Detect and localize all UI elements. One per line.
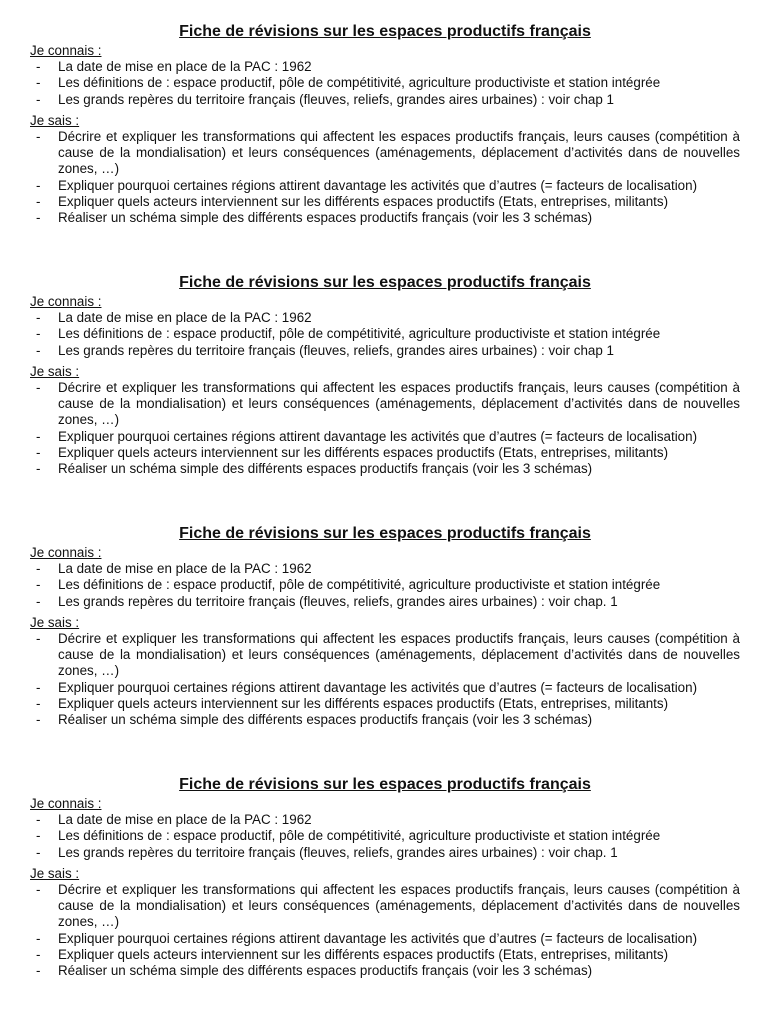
list-item-text: La date de mise en place de la PAC : 1962 [58,812,312,828]
je-sais-label: Je sais : [30,363,80,379]
bullet-dash: - [36,828,41,844]
bullet-dash: - [36,593,41,609]
list-item [30,129,740,178]
sheet-title: Fiche de révisions sur les espaces productifs français [179,23,591,40]
list-item-text: Les définitions de : espace productif, pôle de compétitivité, agriculture productiviste et station intégrée [58,828,661,844]
je-sais-list [30,380,740,477]
bullet-dash: - [36,577,41,593]
je-sais-list [30,882,740,979]
je-connais-label: Je connais : [30,796,102,811]
list-item-text: Les grands repères du territoire français (fleuves, reliefs, grandes aires urbaines) : voir chap 1 [58,342,614,358]
list-item [30,812,740,828]
revision-sheet [30,22,740,273]
bullet-dash: - [36,326,41,342]
bullet-dash: - [36,461,41,477]
list-item [30,594,740,610]
bullet-dash: - [36,75,41,91]
list-item-text: Décrire et expliquer les transformations qui affectent les espaces productifs français, leurs causes (compétition à cause de la mondialisation) et leurs conséquences (aménagements, déplacement d’activités dans de nouvelles zones, …) [58,631,740,679]
list-item [30,380,740,429]
list-item-text: Réaliser un schéma simple des différents espaces productifs français (voir les 3 schémas) [58,210,593,226]
bullet-dash: - [36,380,41,396]
list-item-text: Décrire et expliquer les transformations qui affectent les espaces productifs français, leurs causes (compétition à cause de la mondialisation) et leurs conséquences (aménagements, déplacement d’activités dans de nouvelles zones, …) [58,380,740,428]
je-sais-label: Je sais : [30,865,80,881]
list-item-text: Les grands repères du territoire français (fleuves, reliefs, grandes aires urbaines) : voir chap 1 [58,91,614,107]
je-connais-list [30,59,740,108]
bullet-dash: - [36,946,41,962]
list-item-text: Expliquer pourquoi certaines régions attirent davantage les activités que d’autres (= facteurs de localisation) [58,428,698,444]
list-item [30,882,740,931]
bullet-dash: - [36,695,41,711]
list-item [30,210,740,226]
bullet-dash: - [36,963,41,979]
bullet-dash: - [36,59,41,75]
list-item [30,194,740,210]
list-item-text: Expliquer pourquoi certaines régions attirent davantage les activités que d’autres (= facteurs de localisation) [58,679,698,695]
list-item-text: Expliquer pourquoi certaines régions attirent davantage les activités que d’autres (= facteurs de localisation) [58,177,698,193]
revision-sheet [30,273,740,524]
sheet-title: Fiche de révisions sur les espaces productifs français [179,525,591,542]
bullet-dash: - [36,930,41,946]
sheet-title: Fiche de révisions sur les espaces productifs français [179,776,591,793]
list-item-text: Réaliser un schéma simple des différents espaces productifs français (voir les 3 schémas) [58,712,593,728]
list-item [30,75,740,91]
je-sais-label: Je sais : [30,112,80,128]
bullet-dash: - [36,561,41,577]
bullet-dash: - [36,882,41,898]
list-item-text: Expliquer quels acteurs interviennent sur les différents espaces productifs (Etats, entreprises, militants) [58,193,669,209]
list-item-text: Réaliser un schéma simple des différents espaces productifs français (voir les 3 schémas) [58,963,593,979]
list-item [30,631,740,680]
list-item [30,963,740,979]
list-item-text: Les définitions de : espace productif, pôle de compétitivité, agriculture productiviste et station intégrée [58,577,661,593]
list-item [30,828,740,844]
je-connais-label: Je connais : [30,294,102,309]
list-item [30,59,740,75]
list-item-text: Expliquer quels acteurs interviennent sur les différents espaces productifs (Etats, entreprises, militants) [58,946,669,962]
list-item [30,92,740,108]
bullet-dash: - [36,679,41,695]
list-item [30,326,740,342]
list-item [30,577,740,593]
list-item [30,696,740,712]
bullet-dash: - [36,844,41,860]
je-sais-list [30,631,740,728]
list-item [30,947,740,963]
list-item [30,343,740,359]
bullet-dash: - [36,91,41,107]
bullet-dash: - [36,193,41,209]
list-item-text: Les grands repères du territoire français (fleuves, reliefs, grandes aires urbaines) : voir chap. 1 [58,593,618,609]
list-item [30,461,740,477]
bullet-dash: - [36,428,41,444]
bullet-dash: - [36,812,41,828]
list-item-text: Expliquer quels acteurs interviennent sur les différents espaces productifs (Etats, entreprises, militants) [58,444,669,460]
bullet-dash: - [36,310,41,326]
list-item-text: Expliquer pourquoi certaines régions attirent davantage les activités que d’autres (= facteurs de localisation) [58,930,698,946]
je-sais-list [30,129,740,226]
bullet-dash: - [36,177,41,193]
list-item-text: La date de mise en place de la PAC : 1962 [58,59,312,75]
list-item [30,445,740,461]
list-item [30,429,740,445]
bullet-dash: - [36,631,41,647]
list-item-text: Décrire et expliquer les transformations qui affectent les espaces productifs français, leurs causes (compétition à cause de la mondialisation) et leurs conséquences (aménagements, déplacement d’activités dans de nouvelles zones, …) [58,882,740,930]
list-item-text: Décrire et expliquer les transformations qui affectent les espaces productifs français, leurs causes (compétition à cause de la mondialisation) et leurs conséquences (aménagements, déplacement d’activités dans de nouvelles zones, …) [58,129,740,177]
bullet-dash: - [36,129,41,145]
bullet-dash: - [36,210,41,226]
list-item-text: Les grands repères du territoire français (fleuves, reliefs, grandes aires urbaines) : voir chap. 1 [58,844,618,860]
revision-sheet [30,524,740,775]
je-sais-label: Je sais : [30,614,80,630]
je-connais-list [30,812,740,861]
list-item-text: Expliquer quels acteurs interviennent sur les différents espaces productifs (Etats, entreprises, militants) [58,695,669,711]
list-item [30,561,740,577]
list-item [30,931,740,947]
list-item-text: Réaliser un schéma simple des différents espaces productifs français (voir les 3 schémas) [58,461,593,477]
list-item-text: Les définitions de : espace productif, pôle de compétitivité, agriculture productiviste et station intégrée [58,326,661,342]
bullet-dash: - [36,444,41,460]
je-connais-label: Je connais : [30,43,102,58]
list-item-text: La date de mise en place de la PAC : 1962 [58,561,312,577]
list-item [30,178,740,194]
list-item [30,712,740,728]
revision-sheet [30,775,740,1026]
list-item [30,680,740,696]
list-item-text: Les définitions de : espace productif, pôle de compétitivité, agriculture productiviste et station intégrée [58,75,661,91]
list-item [30,310,740,326]
bullet-dash: - [36,342,41,358]
list-item-text: La date de mise en place de la PAC : 1962 [58,310,312,326]
je-connais-list [30,310,740,359]
list-item [30,845,740,861]
je-connais-label: Je connais : [30,545,102,560]
sheet-title: Fiche de révisions sur les espaces productifs français [179,274,591,291]
je-connais-list [30,561,740,610]
bullet-dash: - [36,712,41,728]
